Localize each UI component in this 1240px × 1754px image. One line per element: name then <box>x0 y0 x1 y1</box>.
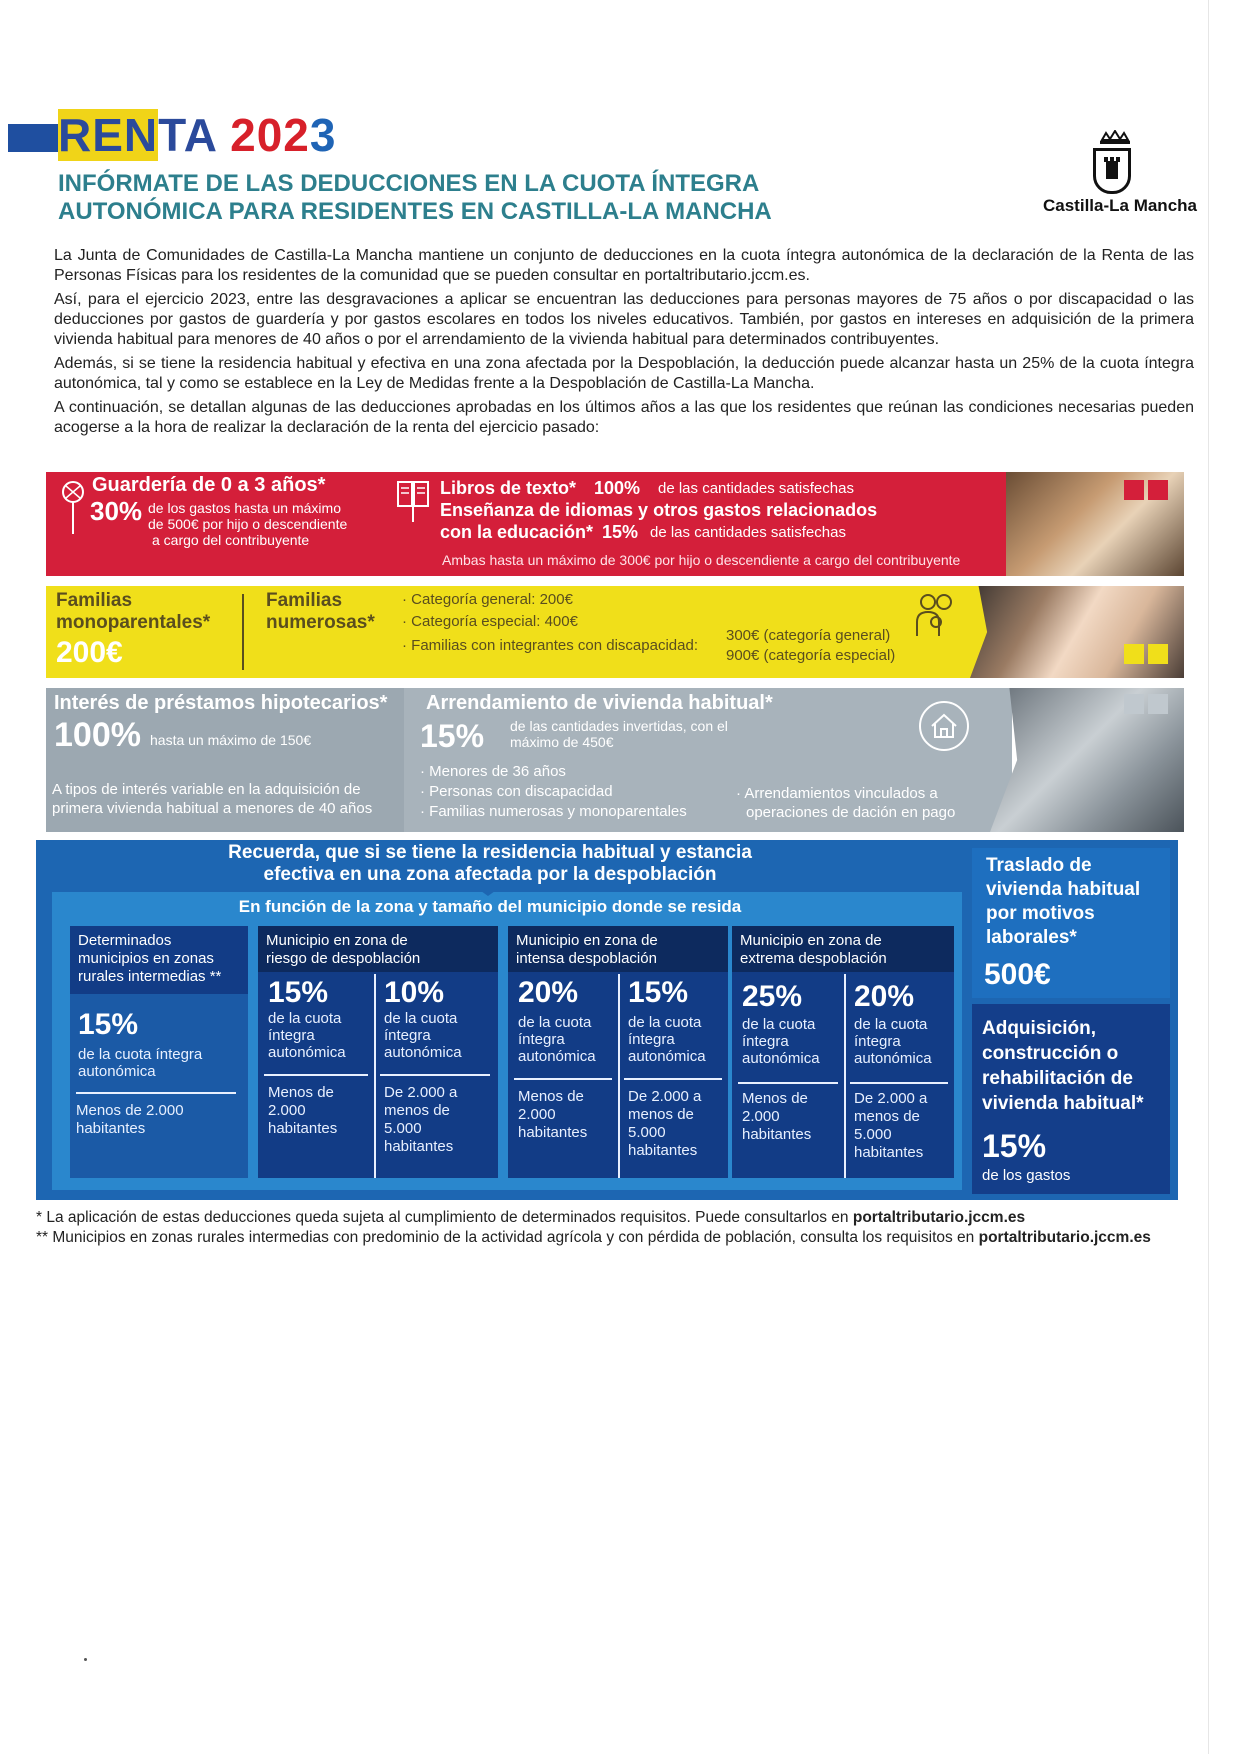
col4-hab-b-line-2: menos de <box>854 1108 920 1125</box>
col4-desc-a-line-2: íntegra <box>742 1033 789 1050</box>
family-deductions-band <box>46 586 996 678</box>
arrendamiento-bullet-1: · Menores de 36 años <box>420 763 566 780</box>
crown-icon <box>1098 130 1132 146</box>
arrendamiento-percent: 15% <box>420 718 485 754</box>
discapacidad-especial: 900€ (categoría especial) <box>726 647 896 664</box>
arrendamiento-title: Arrendamiento de vivienda habitual* <box>426 692 773 714</box>
intro-paragraph-1: La Junta de Comunidades de Castilla-La Mancha mantiene un conjunto de deducciones en la cuota íntegra autonómica de la declaración de la Renta de las Personas Físicas para los residentes de la comunidad que se pueden consultar en portaltributario.jccm.es. <box>54 247 1194 284</box>
col1-head-line-3: rurales intermedias ** <box>78 968 222 985</box>
col1-percent: 15% <box>78 1008 139 1041</box>
libros-note: Ambas hasta un máximo de 300€ por hijo o descendiente a cargo del contribuyente <box>442 552 961 568</box>
col2-desc-b <box>384 1010 462 1061</box>
col4-hab-a-line-2: 2.000 <box>742 1108 780 1125</box>
col2-divider <box>374 974 376 1178</box>
col4-desc-b-line-2: íntegra <box>854 1033 901 1050</box>
column-rurales-intermedias <box>70 926 248 1178</box>
scan-speck <box>84 1658 87 1661</box>
column-extrema-despoblacion <box>732 926 954 1178</box>
traslado-line-3: por motivos <box>986 903 1095 924</box>
guarderia-desc-line-1: de los gastos hasta un máximo <box>148 500 341 516</box>
footnote-2-text: ** Municipios en zonas rurales intermedias con predominio de la actividad agrícola y con pérdida de población, consulta los requisitos en <box>36 1229 975 1246</box>
col2-head-line-2: riesgo de despoblación <box>266 950 421 967</box>
monoparentales-title-line-2: monoparentales* <box>56 612 211 633</box>
renta-title-part-1: REN <box>58 109 159 161</box>
col4-desc-a-line-1: de la cuota <box>742 1016 816 1033</box>
idiomas-title-line-2: con la educación* <box>440 522 594 542</box>
arrendamiento-bullet-3: · Familias numerosas y monoparentales <box>420 803 687 820</box>
col3-hab-b-line-2: menos de <box>628 1106 694 1123</box>
col3-head-line-2: intensa despoblación <box>516 950 657 967</box>
education-deductions-band <box>46 472 1006 576</box>
adquisicion-title <box>982 1016 1144 1116</box>
books-icon <box>396 480 432 524</box>
col3-desc-b <box>628 1014 706 1065</box>
col3-desc-b-line-3: autonómica <box>628 1048 706 1065</box>
yellow-divider <box>242 594 244 670</box>
despoblacion-title-line-2: efectiva en una zona afectada por la despoblación <box>263 864 717 885</box>
col1-hab-line-2: habitantes <box>76 1120 146 1137</box>
footnote-1-text: * La aplicación de estas deducciones queda sujeta al cumplimiento de determinados requisitos. Puede consultarlos en <box>36 1209 849 1226</box>
arrendamiento-bullet-4-line-2: operaciones de dación en pago <box>746 804 956 821</box>
decor-square <box>1124 644 1144 664</box>
libros-percent: 100% <box>594 478 641 498</box>
hipoteca-note <box>52 780 372 818</box>
col1-desc-line-1: de la cuota íntegra <box>78 1046 203 1063</box>
footnote-1-link[interactable]: portaltributario.jccm.es <box>852 1209 1026 1226</box>
despoblacion-title <box>200 842 780 886</box>
guarderia-description <box>148 500 368 548</box>
col3-rule-a <box>514 1078 612 1080</box>
col4-hab-b-line-1: De 2.000 a <box>854 1090 928 1107</box>
col2-hab-b-line-2: menos de <box>384 1102 450 1119</box>
traslado-line-1: Traslado de <box>986 855 1092 876</box>
col4-hab-a-line-3: habitantes <box>742 1126 812 1143</box>
hipoteca-note-line-2: primera vivienda habitual a menores de 40 años <box>52 800 373 817</box>
adquisicion-percent: 15% <box>982 1128 1047 1164</box>
subtitle-line-2: AUTONÓMICA PARA RESIDENTES EN CASTILLA-LA MANCHA <box>58 198 772 225</box>
discapacidad-general: 300€ (categoría general) <box>726 627 891 644</box>
col4-rule-b <box>850 1082 948 1084</box>
col3-hab-a-line-3: habitantes <box>518 1124 588 1141</box>
hipoteca-panel <box>46 688 404 832</box>
castilla-la-mancha-logo <box>1020 118 1220 226</box>
col1-rule <box>76 1092 236 1094</box>
traslado-value: 500€ <box>984 958 1051 991</box>
footnote-1 <box>36 1208 1206 1228</box>
footnote-2 <box>36 1228 1206 1248</box>
col2-desc-a-line-1: de la cuota <box>268 1010 342 1027</box>
col2-desc-b-line-1: de la cuota <box>384 1010 458 1027</box>
col3-hab-b-line-4: habitantes <box>628 1142 698 1159</box>
arrendamiento-panel <box>420 688 980 832</box>
idiomas-title-line-1: Enseñanza de idiomas y otros gastos relacionados <box>440 500 878 520</box>
coat-of-arms-icon <box>1093 148 1131 194</box>
page-subtitle <box>58 170 858 226</box>
col4-hab-a <box>742 1090 811 1144</box>
hipoteca-note-line-1: A tipos de interés variable en la adquisición de <box>52 781 361 798</box>
col4-percent-a: 25% <box>742 980 803 1013</box>
col3-percent-a: 20% <box>518 976 579 1009</box>
family-photo <box>970 586 1184 678</box>
adquisicion-desc: de los gastos <box>982 1167 1071 1184</box>
col3-header <box>508 926 728 972</box>
idiomas-percent: 15% <box>602 522 639 542</box>
traslado-panel <box>972 848 1170 998</box>
col2-hab-a-line-2: 2.000 <box>268 1102 306 1119</box>
categoria-general: · Categoría general: 200€ <box>402 591 573 608</box>
col4-hab-a-line-1: Menos de <box>742 1090 808 1107</box>
renta-title-part-2: TA <box>158 109 217 161</box>
decor-square <box>1148 480 1168 500</box>
col1-desc-line-2: autonómica <box>78 1063 156 1080</box>
hipoteca-percent: 100% <box>54 716 141 754</box>
categoria-discapacidad: · Familias con integrantes con discapacidad: <box>402 637 698 654</box>
col3-desc-a <box>518 1014 596 1065</box>
col4-head-line-1: Municipio en zona de <box>740 932 882 949</box>
col4-hab-b-line-3: 5.000 <box>854 1126 892 1143</box>
footnote-2-link[interactable]: portaltributario.jccm.es <box>978 1229 1151 1246</box>
monoparentales-title-line-1: Familias <box>56 590 133 611</box>
col2-percent-a: 15% <box>268 976 329 1009</box>
col2-desc-b-line-3: autonómica <box>384 1044 462 1061</box>
arrendamiento-bullet-4 <box>736 784 955 822</box>
decor-square <box>1124 480 1144 500</box>
intro-paragraph-4: A continuación, se detallan algunas de las deducciones aprobadas en los últimos años a las que los residentes que reúnan las condiciones necesarias pueden acogerse a la hora de realizar la declaración de la renta del ejercicio pasado: <box>54 399 1194 436</box>
despoblacion-subtitle: En función de la zona y tamaño del municipio donde se resida <box>238 897 742 916</box>
col3-desc-a-line-3: autonómica <box>518 1048 596 1065</box>
arrendamiento-desc-line-2: máximo de 450€ <box>510 734 614 750</box>
guarderia-percent: 30% <box>90 496 143 526</box>
col1-head-line-2: municipios en zonas <box>78 950 214 967</box>
col3-divider <box>618 974 620 1178</box>
despoblacion-title-line-1: Recuerda, que si se tiene la residencia habitual y estancia <box>228 842 752 863</box>
column-intensa-despoblacion <box>508 926 728 1178</box>
col2-hab-a <box>268 1084 337 1138</box>
decor-square <box>1124 694 1144 714</box>
column-riesgo-despoblacion <box>258 926 498 1178</box>
traslado-title <box>986 854 1140 950</box>
traslado-line-4: laborales* <box>986 927 1077 948</box>
numerosas-title-line-2: numerosas* <box>266 612 375 633</box>
col2-hab-b-line-1: De 2.000 a <box>384 1084 458 1101</box>
guarderia-title: Guardería de 0 a 3 años* <box>92 474 326 496</box>
col4-head-line-2: extrema despoblación <box>740 950 887 967</box>
intro-paragraph-2: Así, para el ejercicio 2023, entre las desgravaciones a aplicar se encuentran las deducciones para personas mayores de 75 años o por discapacidad o las deducciones por gastos de guardería y por gastos escolares en todos los niveles educativos. También, por gastos en intereses en adquisición de la primera vivienda habitual para menores de 40 años o por el arrendamiento de la vivienda habitual para determinados contribuyentes. <box>54 291 1194 348</box>
col3-hab-b-line-1: De 2.000 a <box>628 1088 702 1105</box>
col2-desc-a-line-2: íntegra <box>268 1027 315 1044</box>
col2-head-line-1: Municipio en zona de <box>266 932 408 949</box>
col2-percent-b: 10% <box>384 976 445 1009</box>
intro-text <box>54 246 1194 442</box>
col3-hab-b-line-3: 5.000 <box>628 1124 666 1141</box>
col2-hab-a-line-1: Menos de <box>268 1084 334 1101</box>
col4-desc-a <box>742 1016 820 1067</box>
libros-title: Libros de texto* <box>440 478 577 498</box>
footnotes <box>36 1208 1206 1248</box>
col4-desc-b-line-1: de la cuota <box>854 1016 928 1033</box>
idiomas-percent-desc: de las cantidades satisfechas <box>650 524 846 541</box>
col4-rule-a <box>738 1082 838 1084</box>
col3-desc-b-line-1: de la cuota <box>628 1014 702 1031</box>
monoparentales-value: 200€ <box>56 636 123 669</box>
col3-desc-a-line-2: íntegra <box>518 1031 565 1048</box>
col3-hab-a-line-1: Menos de <box>518 1088 584 1105</box>
col3-hab-a <box>518 1088 587 1142</box>
col1-header <box>70 926 248 994</box>
col2-header <box>258 926 498 972</box>
family-icon <box>914 592 958 638</box>
renta-year-part-2: 3 <box>309 109 337 161</box>
categoria-especial: · Categoría especial: 400€ <box>402 613 578 630</box>
adquisicion-panel <box>972 1004 1170 1194</box>
col2-hab-b-line-3: 5.000 <box>384 1120 422 1137</box>
col4-percent-b: 20% <box>854 980 915 1013</box>
col4-divider <box>844 974 846 1178</box>
arrow-down-icon <box>474 886 502 896</box>
col4-desc-b-line-3: autonómica <box>854 1050 932 1067</box>
intro-paragraph-3: Además, si se tiene la residencia habitual y efectiva en una zona afectada por la Despoblación, la deducción puede alcanzar hasta un 25% de la cuota íntegra autonómica, tal y como se establece en la Ley de Medidas frente a la Despoblación de Castilla-La Mancha. <box>54 355 1194 392</box>
traslado-line-2: vivienda habitual <box>986 879 1141 900</box>
scan-edge-line <box>1208 0 1209 1754</box>
col2-desc-a-line-3: autonómica <box>268 1044 346 1061</box>
guarderia-desc-line-2: de 500€ por hijo o descendiente <box>148 516 348 532</box>
col4-header <box>732 926 954 972</box>
col1-desc <box>78 1046 202 1080</box>
renta-year-part-1: 202 <box>230 109 310 161</box>
guarderia-desc-line-3: a cargo del contribuyente <box>152 532 310 548</box>
col2-hab-b-line-4: habitantes <box>384 1138 454 1155</box>
col3-desc-a-line-1: de la cuota <box>518 1014 592 1031</box>
adquisicion-line-1: Adquisición, <box>982 1018 1096 1039</box>
col2-desc-b-line-2: íntegra <box>384 1027 431 1044</box>
col4-desc-a-line-3: autonómica <box>742 1050 820 1067</box>
renta-2023-title <box>58 110 336 160</box>
col3-desc-b-line-2: íntegra <box>628 1031 675 1048</box>
arrendamiento-desc-line-1: de las cantidades invertidas, con el <box>510 718 728 734</box>
hipoteca-percent-desc: hasta un máximo de 150€ <box>150 732 312 748</box>
libros-percent-desc: de las cantidades satisfechas <box>658 480 854 497</box>
col2-desc-a <box>268 1010 346 1061</box>
col4-desc-b <box>854 1016 932 1067</box>
col3-head-line-1: Municipio en zona de <box>516 932 658 949</box>
col3-rule-b <box>624 1078 722 1080</box>
adquisicion-line-3: rehabilitación de <box>982 1068 1133 1089</box>
col1-hab-line-1: Menos de 2.000 <box>76 1102 184 1119</box>
col2-rule-b <box>380 1074 490 1076</box>
col4-hab-b-line-4: habitantes <box>854 1144 924 1161</box>
decor-square <box>1148 694 1168 714</box>
header-color-band <box>8 124 58 152</box>
col2-rule-a <box>264 1074 368 1076</box>
col2-hab-a-line-3: habitantes <box>268 1120 338 1137</box>
adquisicion-line-2: construcción o <box>982 1043 1119 1064</box>
col1-head-line-1: Determinados <box>78 932 172 949</box>
numerosas-title-line-1: Familias <box>266 590 343 611</box>
logo-text: Castilla-La Mancha <box>1043 196 1197 215</box>
rattle-icon <box>56 478 90 538</box>
arrendamiento-bullet-2: · Personas con discapacidad <box>420 783 613 800</box>
col4-hab-b <box>854 1090 927 1162</box>
col2-hab-b <box>384 1084 457 1156</box>
subtitle-line-1: INFÓRMATE DE LAS DEDUCCIONES EN LA CUOTA ÍNTEGRA <box>58 170 760 197</box>
col3-hab-b <box>628 1088 701 1160</box>
col3-hab-a-line-2: 2.000 <box>518 1106 556 1123</box>
hipoteca-title: Interés de préstamos hipotecarios* <box>54 692 388 714</box>
col3-percent-b: 15% <box>628 976 689 1009</box>
arrendamiento-percent-desc <box>510 718 728 750</box>
arrendamiento-bullet-4-line-1: · Arrendamientos vinculados a <box>736 785 938 802</box>
house-icon <box>918 700 970 752</box>
adquisicion-line-4: vivienda habitual* <box>982 1093 1144 1114</box>
col1-habitantes <box>76 1102 184 1138</box>
decor-square <box>1148 644 1168 664</box>
